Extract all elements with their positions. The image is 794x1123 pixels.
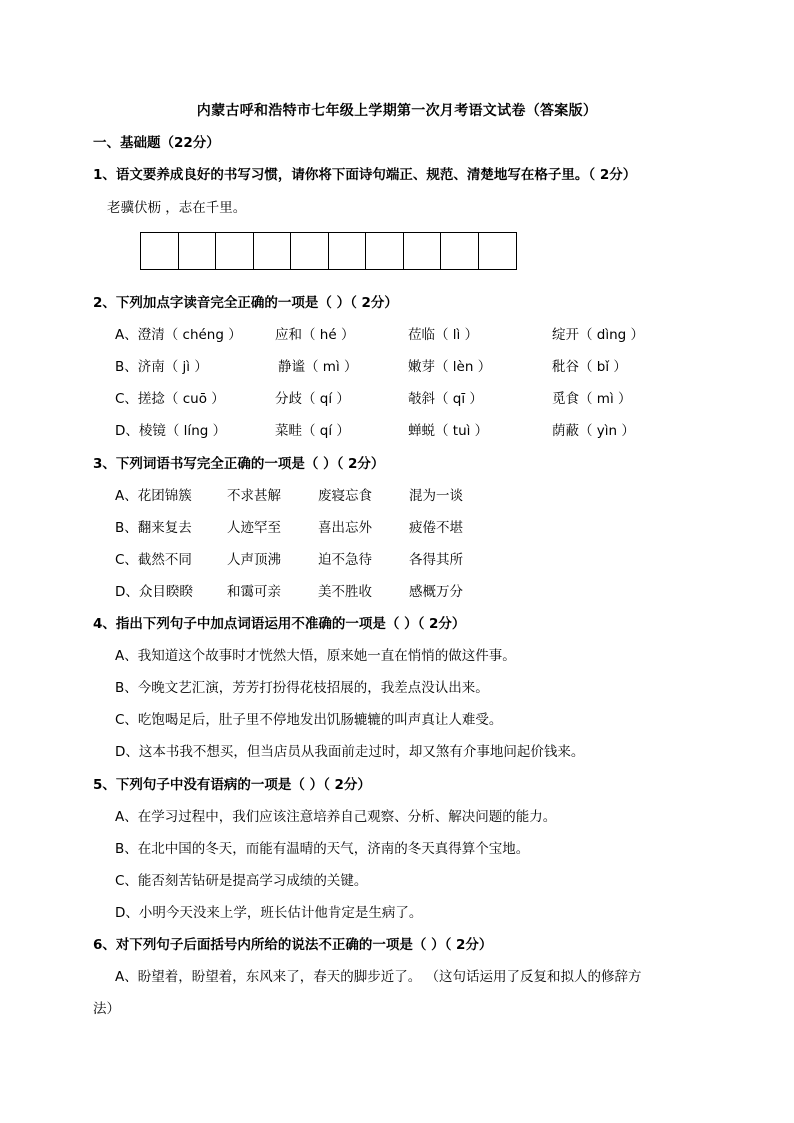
option-item: A、澄清（ chéng ）: [115, 327, 242, 343]
grid-cell[interactable]: [216, 233, 254, 269]
option-item: 蝉蜕（ tuì ）: [408, 423, 489, 439]
option-item: 废寝忘食: [318, 488, 372, 504]
option-item: 菜畦（ qí ）: [275, 423, 350, 439]
question-5-stem: 5、下列句子中没有语病的一项是（ ）（ 2分）: [93, 777, 371, 793]
question-4-option: D、这本书我不想买，但当店员从我面前走过时，却又煞有介事地问起价钱来。: [115, 744, 585, 760]
question-4-option: A、我知道这个故事时才恍然大悟，原来她一直在悄悄的做这件事。: [115, 648, 516, 664]
option-item: C、截然不同: [115, 552, 192, 568]
grid-cell[interactable]: [254, 233, 292, 269]
option-item: 攲斜（ qī ）: [408, 391, 483, 407]
option-item: 应和（ hé ）: [275, 327, 355, 343]
question-5-option: C、能否刻苦钻研是提高学习成绩的关键。: [115, 873, 368, 889]
question-2-stem: 2、下列加点字读音完全正确的一项是（ ）（ 2分）: [93, 295, 398, 311]
option-item: 人声顶沸: [227, 552, 281, 568]
option-item: 不求甚解: [227, 488, 281, 504]
question-4-stem: 4、指出下列句子中加点词语运用不准确的一项是（ ）（ 2分）: [93, 616, 466, 632]
grid-cell[interactable]: [441, 233, 479, 269]
question-1-stem: 1、语文要养成良好的书写习惯，请你将下面诗句端正、规范、清楚地写在格子里。（ 2分）: [93, 167, 637, 183]
grid-cell[interactable]: [179, 233, 217, 269]
option-item: B、济南（ jì ）: [115, 359, 208, 375]
option-item: 觅食（ mì ）: [552, 391, 632, 407]
question-6-option: A、盼望着，盼望着，东风来了，春天的脚步近了。 （这句话运用了反复和拟人的修辞方: [115, 969, 642, 985]
option-item: 喜出忘外: [318, 520, 372, 536]
option-item: 各得其所: [409, 552, 463, 568]
option-item: C、搓捻（ cuō ）: [115, 391, 225, 407]
question-6-stem: 6、对下列句子后面括号内所给的说法不正确的一项是（ ）（ 2分）: [93, 937, 493, 953]
question-5-option: A、在学习过程中，我们应该注意培养自己观察、分析、解决问题的能力。: [115, 809, 557, 825]
grid-cell[interactable]: [141, 233, 179, 269]
writing-grid[interactable]: [140, 232, 517, 270]
question-4-option: B、今晚文艺汇演，芳芳打扮得花枝招展的，我差点没认出来。: [115, 680, 489, 696]
page-title: 内蒙古呼和浩特市七年级上学期第一次月考语文试卷（答案版）: [196, 103, 598, 119]
option-item: 混为一谈: [409, 488, 463, 504]
question-3-stem: 3、下列词语书写完全正确的一项是（ ）（ 2分）: [93, 456, 385, 472]
option-item: A、花团锦簇: [115, 488, 192, 504]
option-item: 感概万分: [409, 584, 463, 600]
option-item: D、众目睽睽: [115, 584, 193, 600]
grid-cell[interactable]: [291, 233, 329, 269]
option-item: B、翻来复去: [115, 520, 192, 536]
option-item: 人迹罕至: [227, 520, 281, 536]
option-item: 嫩芽（ lèn ）: [408, 359, 492, 375]
grid-cell[interactable]: [404, 233, 442, 269]
option-item: 绽开（ dìng ）: [552, 327, 645, 343]
grid-cell[interactable]: [366, 233, 404, 269]
question-6-option-continued: 法）: [93, 1001, 120, 1017]
option-item: 疲倦不堪: [409, 520, 463, 536]
section-heading: 一、基础题（22分）: [93, 135, 220, 151]
question-5-option: B、在北中国的冬天，而能有温晴的天气，济南的冬天真得算个宝地。: [115, 841, 530, 857]
option-item: 美不胜收: [318, 584, 372, 600]
option-item: 静谧（ mì ）: [278, 359, 358, 375]
option-item: 秕谷（ bǐ ）: [552, 359, 627, 375]
option-item: 迫不急待: [318, 552, 372, 568]
option-item: D、棱镜（ líng ）: [115, 423, 227, 439]
question-5-option: D、小明今天没来上学，班长估计他肯定是生病了。: [115, 905, 423, 921]
option-item: 分歧（ qí ）: [275, 391, 350, 407]
question-1-poem: 老骥伏枥 ，志在千里。: [107, 200, 247, 216]
grid-cell[interactable]: [479, 233, 517, 269]
question-4-option: C、吃饱喝足后，肚子里不停地发出饥肠辘辘的叫声真让人难受。: [115, 712, 503, 728]
option-item: 莅临（ lì ）: [408, 327, 479, 343]
option-item: 和霭可亲: [227, 584, 281, 600]
option-item: 荫蔽（ yìn ）: [552, 423, 635, 439]
grid-cell[interactable]: [329, 233, 367, 269]
